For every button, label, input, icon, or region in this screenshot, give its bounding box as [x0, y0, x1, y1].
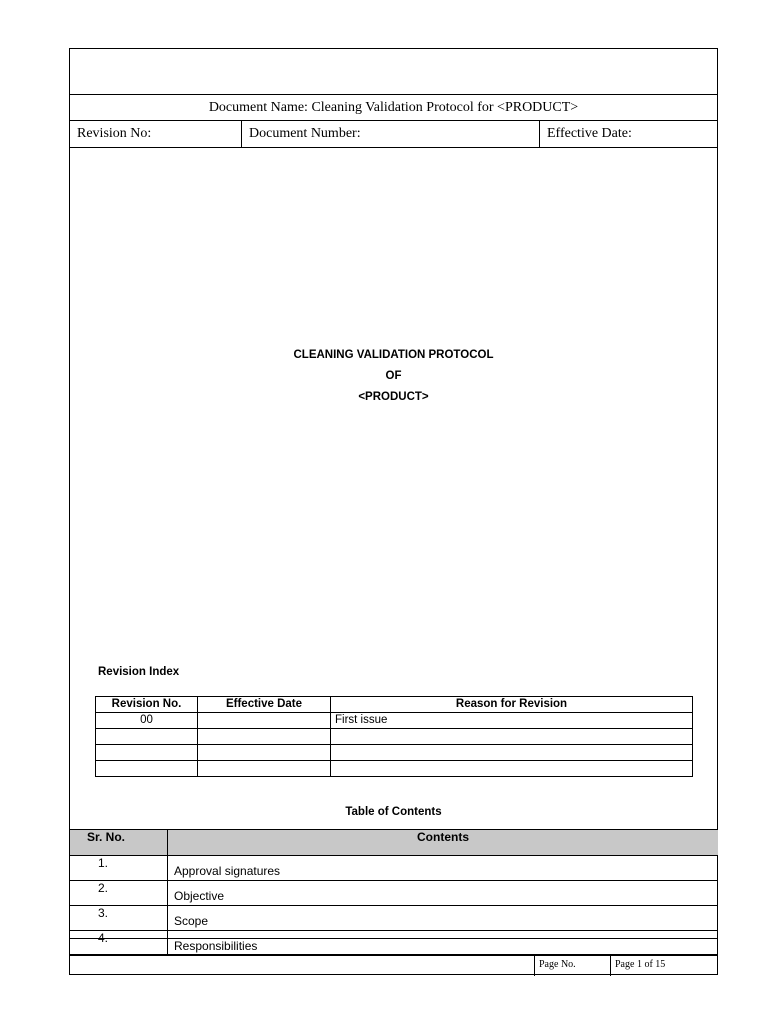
column-header-sr-no: Sr. No.: [70, 830, 168, 856]
column-header-contents: Contents: [168, 830, 719, 856]
revision-no-cell: [96, 729, 198, 745]
document-page: [69, 48, 718, 975]
effective-date-cell: [198, 745, 331, 761]
document-number-label: Document Number:: [241, 121, 539, 147]
toc-entry: Objective: [168, 881, 719, 906]
toc-number: 3.: [70, 906, 168, 931]
revision-no-cell: [96, 761, 198, 777]
revision-no-label: Revision No:: [77, 126, 152, 141]
column-header-reason: Reason for Revision: [331, 697, 693, 713]
reason-cell: [331, 761, 693, 777]
page-no-label: Page No.: [534, 955, 610, 976]
revision-no-cell: [96, 745, 198, 761]
reason-cell: [331, 729, 693, 745]
toc-entry: Responsibilities: [168, 931, 719, 956]
title-line-1: CLEANING VALIDATION PROTOCOL: [293, 349, 494, 361]
protocol-title: [70, 345, 717, 408]
table-row: [96, 745, 693, 761]
toc-number: 2.: [70, 881, 168, 906]
toc-table: [70, 829, 718, 956]
revision-no-cell: 00: [96, 713, 198, 729]
footer: [70, 954, 717, 977]
table-header-row: [70, 830, 718, 856]
toc-title: Table of Contents: [345, 806, 442, 818]
table-header-row: [96, 697, 693, 713]
effective-date-cell: [198, 713, 331, 729]
column-header-effective-date: Effective Date: [198, 697, 331, 713]
revision-index-table: [95, 696, 693, 777]
table-row: [70, 906, 718, 931]
title-line-2: OF: [385, 370, 402, 382]
page-number-value: Page 1 of 15: [610, 955, 718, 976]
toc-entry: Scope: [168, 906, 719, 931]
table-row: [96, 729, 693, 745]
footer-divider: [70, 938, 717, 939]
effective-date-label: Effective Date:: [539, 121, 717, 147]
document-name: Document Name: Cleaning Validation Protocol for <PRODUCT>: [70, 94, 717, 121]
table-row: [96, 713, 693, 729]
effective-date-cell: [198, 761, 331, 777]
table-row: [70, 931, 718, 956]
table-row: [70, 856, 718, 881]
toc-entry: Approval signatures: [168, 856, 719, 881]
reason-cell: First issue: [331, 713, 693, 729]
table-row: [96, 761, 693, 777]
effective-date-cell: [198, 729, 331, 745]
document-meta-row: [70, 120, 717, 148]
revision-index-label: Revision Index: [98, 666, 180, 678]
toc-number: 4.: [70, 931, 168, 956]
column-header-revision-no: Revision No.: [96, 697, 198, 713]
toc-number: 1.: [70, 856, 168, 881]
table-row: [70, 881, 718, 906]
reason-cell: [331, 745, 693, 761]
title-line-3: <PRODUCT>: [358, 391, 429, 403]
